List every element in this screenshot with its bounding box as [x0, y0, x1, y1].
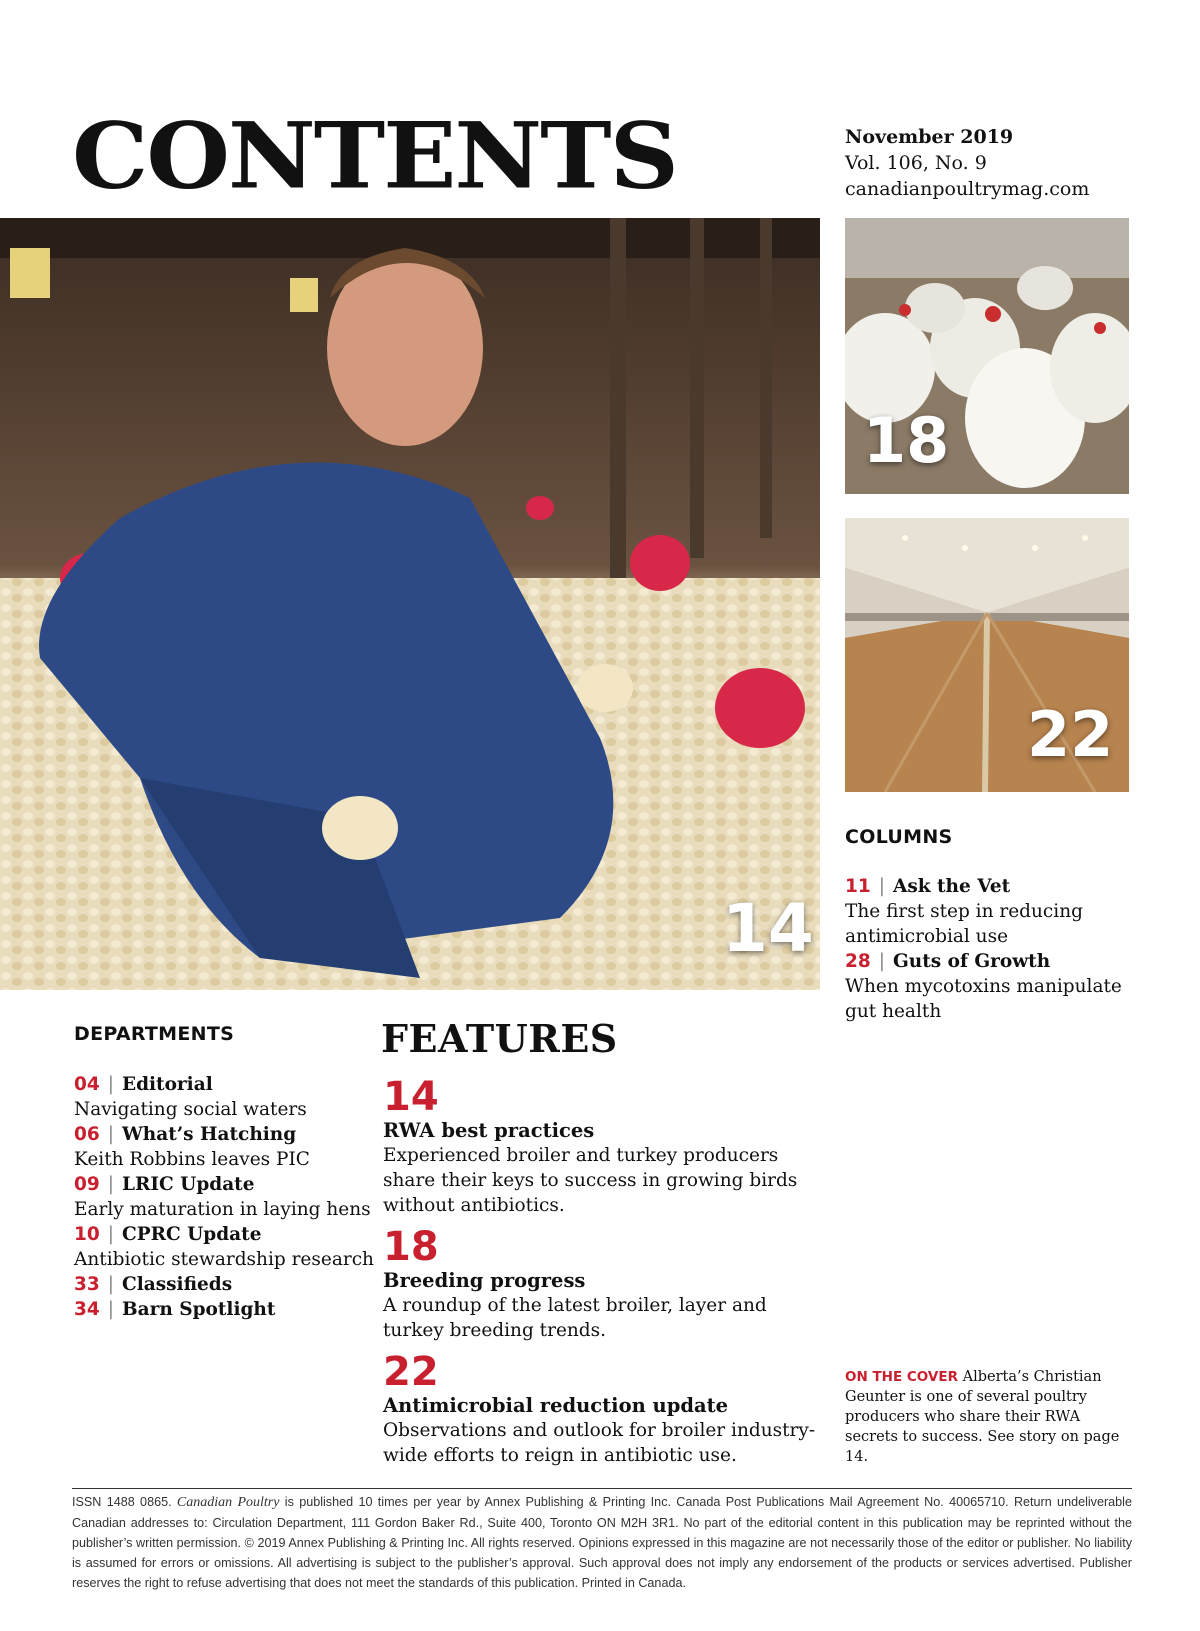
- page-title: CONTENTS: [72, 101, 677, 210]
- department-name: Editorial: [121, 1074, 213, 1095]
- hens-photo-page-number: 18: [863, 404, 950, 477]
- page-number: 09: [74, 1174, 100, 1195]
- feature-description: Experienced broiler and turkey producers share their keys to success in growing birds without antibiotics.: [383, 1145, 798, 1216]
- page-number: 04: [74, 1074, 100, 1095]
- columns-list: [845, 874, 1135, 1024]
- department-description: Antibiotic stewardship research: [74, 1249, 374, 1270]
- footer-divider: [72, 1488, 1132, 1489]
- cover-photo-illustration: [0, 218, 820, 990]
- list-item[interactable]: 10 | CPRC Update: [74, 1224, 262, 1245]
- column-description: When mycotoxins manipulate gut health: [845, 976, 1122, 1022]
- footer-issn: ISSN 1488 0865.: [72, 1495, 172, 1509]
- features-heading: FEATURES: [381, 1016, 618, 1061]
- feature-title: Antimicrobial reduction update: [383, 1394, 729, 1417]
- list-item[interactable]: 34 | Barn Spotlight: [74, 1299, 276, 1320]
- feature-item[interactable]: [383, 1226, 823, 1343]
- issue-date: November 2019: [845, 126, 1014, 148]
- feature-item[interactable]: [383, 1351, 823, 1468]
- page-number: 10: [74, 1224, 100, 1245]
- footer-text-2: Return undeliverable Canadian addresses to: Circulation Department, 111 Gordon Baker Rd., Suite 400, Toronto ON M2H 3R1. No part of the editorial content in this publication may be reprinted without the publisher’s written permission. © 2019 Annex Publishing & Printing Inc. All rights reserved. Opinions expressed in this magazine are not necessarily those of the editor or publisher. No liability is assumed for errors or omissions. All advertising is subject to the publisher’s approval. Such approval does not imply any endorsement of the products or services advertised. Publisher reserves the right to refuse advertising that does not meet the standards of this publication. Printed in Canada.: [72, 1495, 1132, 1590]
- feature-page-number: 14: [383, 1074, 439, 1120]
- feature-description: Observations and outlook for broiler industry-wide efforts to reign in antibiotic use.: [383, 1420, 816, 1466]
- feature-title: Breeding progress: [383, 1269, 586, 1292]
- department-name: Barn Spotlight: [121, 1299, 276, 1320]
- issue-volume: Vol. 106, No. 9: [845, 152, 987, 174]
- column-name: Ask the Vet: [892, 876, 1011, 897]
- page-number: 34: [74, 1299, 100, 1320]
- feature-description: A roundup of the latest broiler, layer and turkey breeding trends.: [383, 1295, 767, 1341]
- departments-heading: DEPARTMENTS: [74, 1023, 235, 1045]
- footer-magazine-name: Canadian Poultry: [176, 1495, 280, 1510]
- department-description: Early maturation in laying hens: [74, 1199, 371, 1220]
- column-description: The first step in reducing antimicrobial use: [845, 901, 1083, 947]
- page-number: 28: [845, 951, 871, 972]
- barn-photo: [845, 518, 1129, 792]
- list-item[interactable]: 04 | Editorial: [74, 1074, 213, 1095]
- department-name: LRIC Update: [121, 1174, 255, 1195]
- department-description: Keith Robbins leaves PIC: [74, 1149, 310, 1170]
- hens-photo: [845, 218, 1129, 494]
- list-item[interactable]: 11 | Ask the Vet: [845, 876, 1011, 897]
- department-name: What’s Hatching: [121, 1124, 297, 1145]
- column-name: Guts of Growth: [892, 951, 1051, 972]
- barn-photo-page-number: 22: [1027, 698, 1114, 771]
- cover-caption-label: ON THE COVER: [845, 1369, 958, 1385]
- page-number: 11: [845, 876, 871, 897]
- footer-legal: [72, 1492, 1132, 1593]
- cover-photo: [0, 218, 820, 990]
- cover-caption-text: Alberta’s Christian Geunter is one of several poultry producers who share their RWA secrets to success. See story on page 14.: [845, 1369, 1120, 1465]
- list-item[interactable]: 06 | What’s Hatching: [74, 1124, 297, 1145]
- feature-title: RWA best practices: [383, 1119, 595, 1142]
- issue-meta: [845, 124, 1089, 202]
- department-name: Classifieds: [121, 1274, 233, 1295]
- cover-photo-page-number: 14: [722, 890, 814, 967]
- list-item[interactable]: 33 | Classifieds: [74, 1274, 233, 1295]
- feature-page-number: 22: [383, 1349, 439, 1395]
- page-number: 33: [74, 1274, 100, 1295]
- list-item[interactable]: 09 | LRIC Update: [74, 1174, 255, 1195]
- page-number: 06: [74, 1124, 100, 1145]
- footer-text-1: is published 10 times per year by Annex Publishing & Printing Inc. Canada Post Publications Mail Agreement No. 40065710.: [284, 1495, 1009, 1509]
- departments-list: [74, 1072, 374, 1322]
- feature-item[interactable]: [383, 1076, 823, 1218]
- website-link[interactable]: canadianpoultrymag.com: [845, 178, 1090, 200]
- columns-heading: COLUMNS: [845, 826, 953, 848]
- cover-caption: [845, 1367, 1135, 1467]
- department-name: CPRC Update: [121, 1224, 262, 1245]
- feature-page-number: 18: [383, 1224, 439, 1270]
- department-description: Navigating social waters: [74, 1099, 307, 1120]
- list-item[interactable]: 28 | Guts of Growth: [845, 951, 1051, 972]
